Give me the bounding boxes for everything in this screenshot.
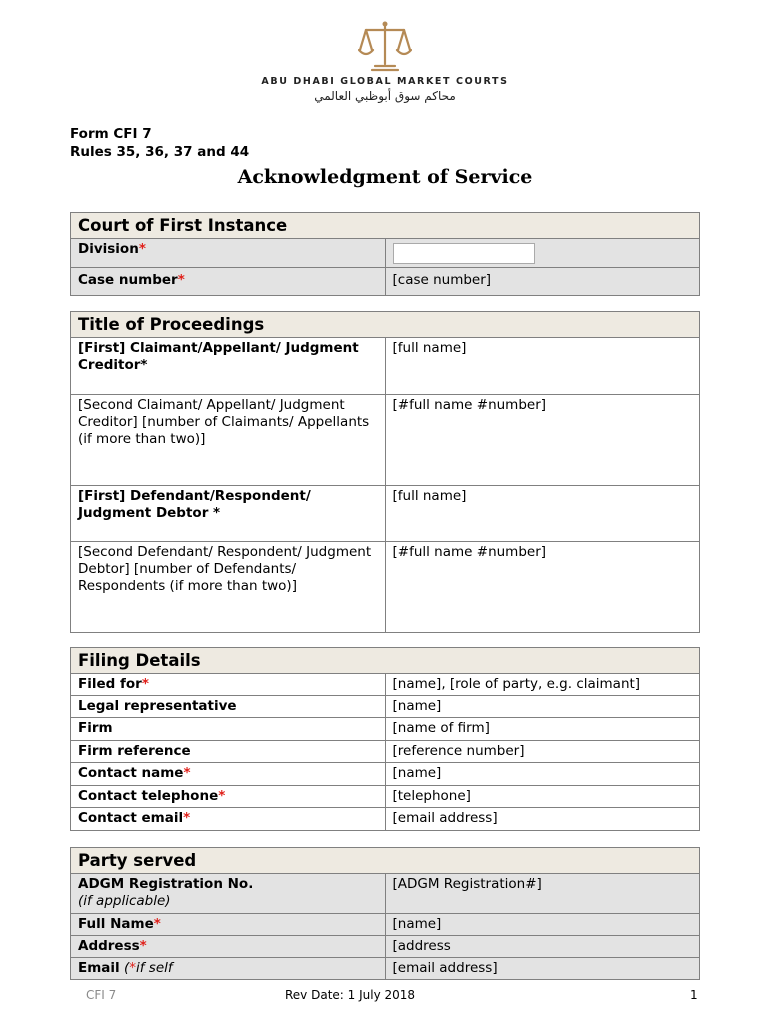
court-section: [70, 212, 700, 296]
required-asterisk: *: [153, 916, 161, 932]
org-name-arabic: محاكم سوق أبوظبي العالمي: [314, 89, 456, 103]
contact-email-label: Contact email*: [71, 808, 386, 831]
filed-for-label: Filed for*: [71, 674, 386, 696]
contact-email-field[interactable]: [email address]: [385, 808, 700, 831]
division-cell: [385, 239, 700, 268]
filing-section: [70, 647, 700, 831]
footer-rev-date: Rev Date: 1 July 2018: [285, 988, 416, 1002]
required-asterisk: *: [138, 241, 146, 257]
first-defendant-label: [First] Defendant/Respondent/ Judgment Debtor *: [71, 486, 386, 542]
second-claimant-field[interactable]: [#full name #number]: [385, 395, 700, 486]
firm-ref-field[interactable]: [reference number]: [385, 741, 700, 763]
first-claimant-field[interactable]: [full name]: [385, 338, 700, 395]
required-asterisk: *: [183, 765, 191, 781]
proceedings-section: [70, 311, 700, 633]
required-asterisk: *: [139, 938, 147, 954]
form-number: Form CFI 7: [70, 126, 152, 142]
form-rules: Rules 35, 36, 37 and 44: [70, 144, 250, 160]
adgm-field[interactable]: [ADGM Registration#]: [385, 874, 700, 914]
required-asterisk: *: [129, 960, 136, 976]
second-defendant-label: [Second Defendant/ Respondent/ Judgment Debtor] [number of Defendants/ Respondents (if more than two)]: [71, 542, 386, 633]
email-label: Email (*if self: [71, 958, 386, 980]
document-title: Acknowledgment of Service: [237, 166, 533, 188]
required-asterisk: *: [141, 676, 149, 692]
address-label: Address*: [71, 936, 386, 958]
second-defendant-field[interactable]: [#full name #number]: [385, 542, 700, 633]
full-name-label: Full Name*: [71, 914, 386, 936]
footer-page-number: 1: [690, 988, 698, 1002]
court-logo: [0, 20, 770, 103]
contact-tel-label: Contact telephone*: [71, 786, 386, 808]
footer-form-code: CFI 7: [86, 988, 117, 1002]
contact-name-field[interactable]: [name]: [385, 763, 700, 786]
required-asterisk: *: [218, 788, 226, 804]
scales-of-justice-icon: [358, 20, 412, 72]
second-claimant-label: [Second Claimant/ Appellant/ Judgment Creditor] [number of Claimants/ Appellants (if more than two)]: [71, 395, 386, 486]
case-number-label: Case number*: [71, 268, 386, 296]
court-heading: Court of First Instance: [71, 213, 700, 239]
party-heading: Party served: [71, 848, 700, 874]
required-asterisk: *: [183, 810, 191, 826]
email-field[interactable]: [email address]: [385, 958, 700, 980]
division-label: Division*: [71, 239, 386, 268]
required-asterisk: *: [177, 272, 185, 288]
proceedings-heading: Title of Proceedings: [71, 312, 700, 338]
first-defendant-field[interactable]: [full name]: [385, 486, 700, 542]
legal-rep-field[interactable]: [name]: [385, 696, 700, 718]
division-input[interactable]: [393, 243, 535, 264]
org-name-english: ABU DHABI GLOBAL MARKET COURTS: [261, 76, 509, 87]
filing-heading: Filing Details: [71, 648, 700, 674]
firm-field[interactable]: [name of firm]: [385, 718, 700, 741]
legal-rep-label: Legal representative: [71, 696, 386, 718]
adgm-note: (if applicable): [78, 893, 171, 909]
adgm-label: ADGM Registration No. (if applicable): [71, 874, 386, 914]
firm-ref-label: Firm reference: [71, 741, 386, 763]
form-meta: [70, 125, 249, 161]
case-number-field[interactable]: [case number]: [385, 268, 700, 296]
firm-label: Firm: [71, 718, 386, 741]
contact-name-label: Contact name*: [71, 763, 386, 786]
full-name-field[interactable]: [name]: [385, 914, 700, 936]
first-claimant-label: [First] Claimant/Appellant/ Judgment Creditor*: [71, 338, 386, 395]
party-section: [70, 847, 700, 980]
contact-tel-field[interactable]: [telephone]: [385, 786, 700, 808]
filed-for-field[interactable]: [name], [role of party, e.g. claimant]: [385, 674, 700, 696]
address-field[interactable]: [address: [385, 936, 700, 958]
